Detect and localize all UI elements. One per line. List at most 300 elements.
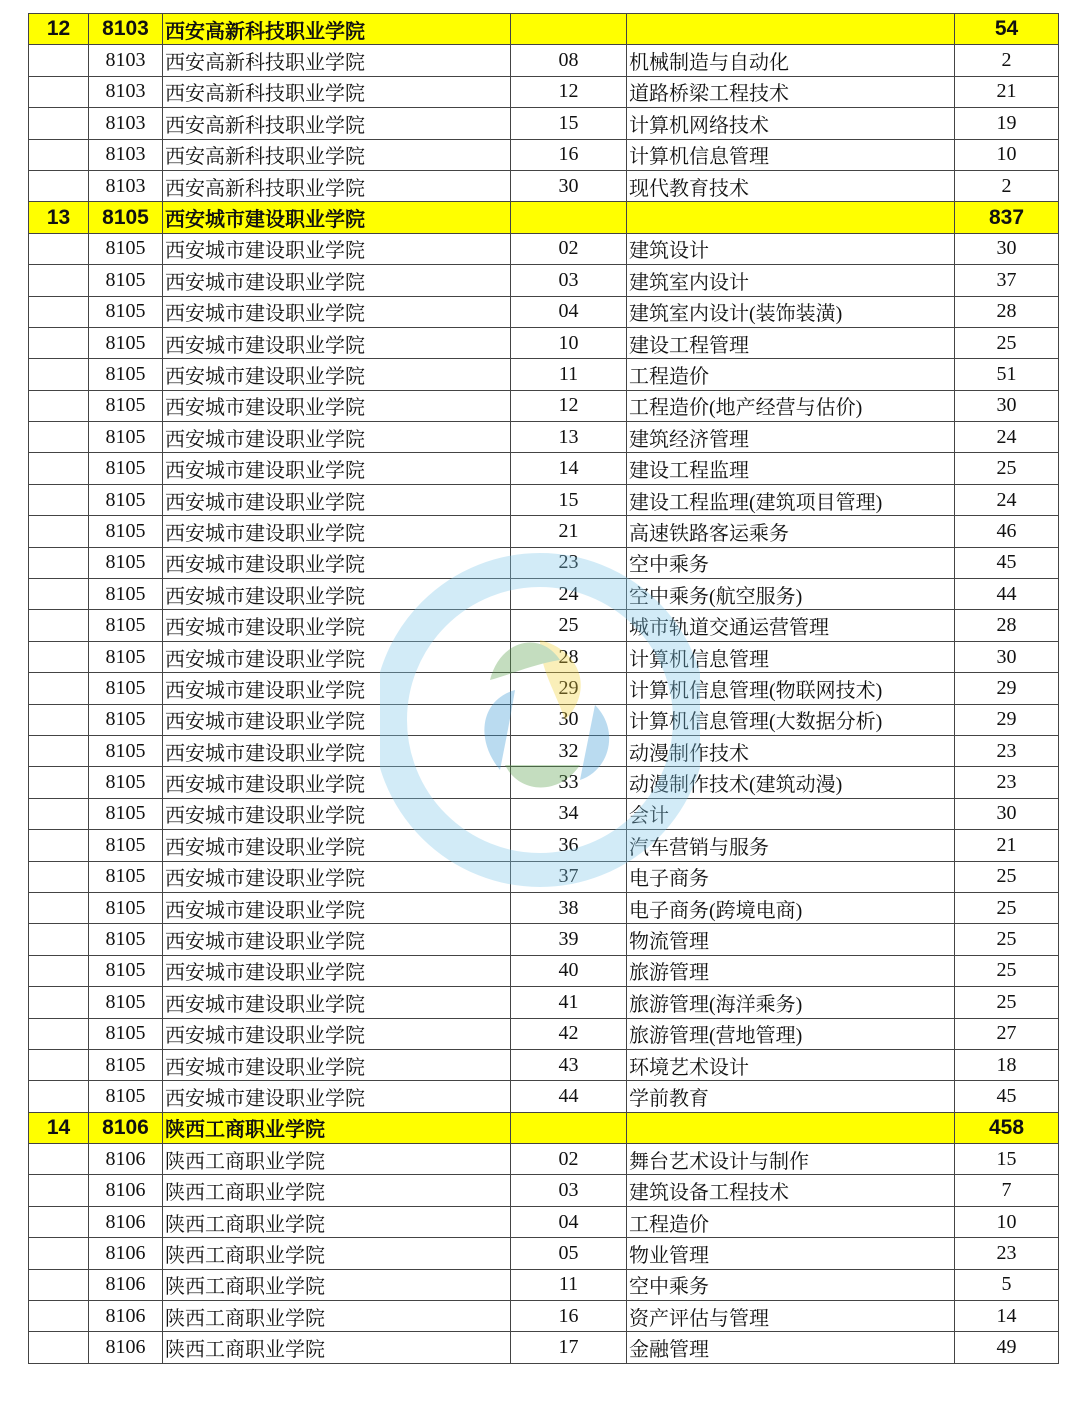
major-name-cell: 空中乘务(航空服务) <box>627 579 955 610</box>
table-row <box>29 641 1059 672</box>
plan-count-cell: 19 <box>955 108 1059 139</box>
seq-cell <box>29 1018 89 1049</box>
major-name-cell: 计算机信息管理 <box>627 139 955 170</box>
school-code-cell: 8105 <box>89 861 163 892</box>
seq-cell <box>29 579 89 610</box>
plan-count-cell: 15 <box>955 1144 1059 1175</box>
major-name-cell: 计算机信息管理(大数据分析) <box>627 704 955 735</box>
major-name-cell: 工程造价(地产经营与估价) <box>627 390 955 421</box>
major-name-cell: 建筑设备工程技术 <box>627 1175 955 1206</box>
school-code-cell: 8103 <box>89 170 163 201</box>
major-code-cell: 40 <box>511 955 627 986</box>
major-code-cell: 41 <box>511 987 627 1018</box>
table-row <box>29 547 1059 578</box>
major-code-cell: 44 <box>511 1081 627 1112</box>
school-code-cell: 8105 <box>89 610 163 641</box>
table-row <box>29 390 1059 421</box>
school-name-cell: 陕西工商职业学院 <box>163 1112 511 1143</box>
major-name-cell: 建筑经济管理 <box>627 422 955 453</box>
plan-count-cell: 37 <box>955 265 1059 296</box>
seq-cell <box>29 1081 89 1112</box>
seq-cell: 14 <box>29 1112 89 1143</box>
school-code-cell: 8103 <box>89 108 163 139</box>
school-name-cell: 西安城市建设职业学院 <box>163 861 511 892</box>
table-row <box>29 955 1059 986</box>
school-name-cell: 西安高新科技职业学院 <box>163 139 511 170</box>
table-row <box>29 484 1059 515</box>
school-code-cell: 8105 <box>89 1018 163 1049</box>
table-row <box>29 1175 1059 1206</box>
school-code-cell: 8103 <box>89 14 163 45</box>
school-code-cell: 8106 <box>89 1301 163 1332</box>
major-code-cell: 16 <box>511 139 627 170</box>
school-name-cell: 西安城市建设职业学院 <box>163 202 511 233</box>
school-code-cell: 8105 <box>89 390 163 421</box>
school-name-cell: 西安城市建设职业学院 <box>163 673 511 704</box>
seq-cell <box>29 139 89 170</box>
school-code-cell: 8106 <box>89 1144 163 1175</box>
table-row <box>29 579 1059 610</box>
school-code-cell: 8103 <box>89 76 163 107</box>
plan-count-cell: 29 <box>955 673 1059 704</box>
school-name-cell: 陕西工商职业学院 <box>163 1269 511 1300</box>
major-name-cell: 建设工程监理(建筑项目管理) <box>627 484 955 515</box>
table-row <box>29 296 1059 327</box>
plan-count-cell: 28 <box>955 610 1059 641</box>
major-name-cell <box>627 1112 955 1143</box>
major-name-cell: 动漫制作技术 <box>627 735 955 766</box>
school-name-cell: 西安城市建设职业学院 <box>163 1049 511 1080</box>
major-code-cell: 17 <box>511 1332 627 1363</box>
seq-cell <box>29 453 89 484</box>
school-name-cell: 陕西工商职业学院 <box>163 1175 511 1206</box>
major-code-cell: 21 <box>511 516 627 547</box>
seq-cell <box>29 359 89 390</box>
plan-count-cell: 30 <box>955 798 1059 829</box>
school-name-cell: 西安城市建设职业学院 <box>163 641 511 672</box>
seq-cell <box>29 735 89 766</box>
school-name-cell: 西安城市建设职业学院 <box>163 390 511 421</box>
table-row <box>29 673 1059 704</box>
major-name-cell: 空中乘务 <box>627 1269 955 1300</box>
table-row <box>29 830 1059 861</box>
table-row <box>29 1332 1059 1363</box>
school-code-cell: 8105 <box>89 1081 163 1112</box>
school-name-cell: 陕西工商职业学院 <box>163 1206 511 1237</box>
plan-count-cell: 25 <box>955 955 1059 986</box>
plan-count-cell: 23 <box>955 735 1059 766</box>
seq-cell <box>29 1049 89 1080</box>
table-row <box>29 453 1059 484</box>
major-code-cell: 33 <box>511 767 627 798</box>
major-code-cell: 10 <box>511 327 627 358</box>
school-name-cell: 西安城市建设职业学院 <box>163 735 511 766</box>
seq-cell <box>29 296 89 327</box>
seq-cell <box>29 516 89 547</box>
seq-cell <box>29 1175 89 1206</box>
plan-count-cell: 45 <box>955 1081 1059 1112</box>
plan-count-cell: 2 <box>955 45 1059 76</box>
major-name-cell: 会计 <box>627 798 955 829</box>
table-row <box>29 1301 1059 1332</box>
school-name-cell: 西安城市建设职业学院 <box>163 296 511 327</box>
seq-cell <box>29 390 89 421</box>
table-row <box>29 1018 1059 1049</box>
major-name-cell: 建设工程监理 <box>627 453 955 484</box>
major-code-cell: 15 <box>511 484 627 515</box>
plan-count-cell: 5 <box>955 1269 1059 1300</box>
table-row <box>29 45 1059 76</box>
school-summary-row <box>29 202 1059 233</box>
school-code-cell: 8105 <box>89 202 163 233</box>
enrollment-plan-table <box>28 13 1059 1364</box>
seq-cell <box>29 547 89 578</box>
school-code-cell: 8105 <box>89 1049 163 1080</box>
plan-count-cell: 25 <box>955 924 1059 955</box>
major-name-cell: 学前教育 <box>627 1081 955 1112</box>
school-code-cell: 8105 <box>89 830 163 861</box>
table-row <box>29 1081 1059 1112</box>
major-code-cell: 04 <box>511 296 627 327</box>
plan-count-cell: 18 <box>955 1049 1059 1080</box>
major-code-cell: 13 <box>511 422 627 453</box>
total-plan-cell: 458 <box>955 1112 1059 1143</box>
major-code-cell: 37 <box>511 861 627 892</box>
school-name-cell: 西安城市建设职业学院 <box>163 987 511 1018</box>
major-name-cell: 工程造价 <box>627 359 955 390</box>
table-row <box>29 516 1059 547</box>
major-code-cell: 38 <box>511 892 627 923</box>
school-name-cell: 西安城市建设职业学院 <box>163 924 511 955</box>
major-code-cell: 03 <box>511 1175 627 1206</box>
major-code-cell: 15 <box>511 108 627 139</box>
seq-cell <box>29 955 89 986</box>
table-row <box>29 108 1059 139</box>
table-row <box>29 610 1059 641</box>
school-name-cell: 西安城市建设职业学院 <box>163 955 511 986</box>
plan-count-cell: 44 <box>955 579 1059 610</box>
school-name-cell: 西安城市建设职业学院 <box>163 1018 511 1049</box>
school-code-cell: 8105 <box>89 735 163 766</box>
school-name-cell: 西安城市建设职业学院 <box>163 579 511 610</box>
major-code-cell: 02 <box>511 1144 627 1175</box>
seq-cell <box>29 673 89 704</box>
table-row <box>29 861 1059 892</box>
major-code-cell: 05 <box>511 1238 627 1269</box>
major-name-cell: 计算机信息管理(物联网技术) <box>627 673 955 704</box>
school-code-cell: 8105 <box>89 265 163 296</box>
plan-count-cell: 25 <box>955 861 1059 892</box>
major-code-cell: 12 <box>511 390 627 421</box>
major-code-cell: 36 <box>511 830 627 861</box>
plan-count-cell: 29 <box>955 704 1059 735</box>
table-row <box>29 359 1059 390</box>
major-name-cell: 舞台艺术设计与制作 <box>627 1144 955 1175</box>
school-code-cell: 8105 <box>89 233 163 264</box>
school-name-cell: 陕西工商职业学院 <box>163 1301 511 1332</box>
plan-count-cell: 23 <box>955 1238 1059 1269</box>
plan-count-cell: 51 <box>955 359 1059 390</box>
plan-count-cell: 28 <box>955 296 1059 327</box>
school-code-cell: 8105 <box>89 453 163 484</box>
table-row <box>29 170 1059 201</box>
table-row <box>29 767 1059 798</box>
seq-cell <box>29 45 89 76</box>
school-name-cell: 西安高新科技职业学院 <box>163 108 511 139</box>
table-row <box>29 987 1059 1018</box>
school-name-cell: 西安城市建设职业学院 <box>163 422 511 453</box>
seq-cell <box>29 1206 89 1237</box>
school-name-cell: 西安城市建设职业学院 <box>163 327 511 358</box>
school-name-cell: 陕西工商职业学院 <box>163 1332 511 1363</box>
seq-cell <box>29 1238 89 1269</box>
major-code-cell: 39 <box>511 924 627 955</box>
major-code-cell: 08 <box>511 45 627 76</box>
seq-cell <box>29 830 89 861</box>
major-code-cell: 24 <box>511 579 627 610</box>
school-code-cell: 8105 <box>89 422 163 453</box>
seq-cell <box>29 861 89 892</box>
seq-cell <box>29 265 89 296</box>
major-name-cell <box>627 202 955 233</box>
major-name-cell <box>627 14 955 45</box>
major-name-cell: 物流管理 <box>627 924 955 955</box>
seq-cell <box>29 767 89 798</box>
school-code-cell: 8105 <box>89 296 163 327</box>
table-row <box>29 1144 1059 1175</box>
major-code-cell: 23 <box>511 547 627 578</box>
school-name-cell: 西安城市建设职业学院 <box>163 265 511 296</box>
major-code-cell <box>511 202 627 233</box>
school-summary-row <box>29 1112 1059 1143</box>
major-name-cell: 旅游管理 <box>627 955 955 986</box>
major-code-cell: 16 <box>511 1301 627 1332</box>
major-code-cell: 11 <box>511 359 627 390</box>
school-code-cell: 8105 <box>89 892 163 923</box>
table-row <box>29 798 1059 829</box>
major-code-cell: 34 <box>511 798 627 829</box>
major-code-cell: 30 <box>511 170 627 201</box>
school-summary-row <box>29 14 1059 45</box>
school-name-cell: 西安城市建设职业学院 <box>163 767 511 798</box>
school-code-cell: 8106 <box>89 1206 163 1237</box>
school-code-cell: 8103 <box>89 139 163 170</box>
school-name-cell: 西安城市建设职业学院 <box>163 453 511 484</box>
total-plan-cell: 54 <box>955 14 1059 45</box>
plan-count-cell: 10 <box>955 1206 1059 1237</box>
seq-cell <box>29 1301 89 1332</box>
major-code-cell: 28 <box>511 641 627 672</box>
plan-count-cell: 45 <box>955 547 1059 578</box>
seq-cell: 12 <box>29 14 89 45</box>
plan-count-cell: 23 <box>955 767 1059 798</box>
major-name-cell: 汽车营销与服务 <box>627 830 955 861</box>
major-name-cell: 高速铁路客运乘务 <box>627 516 955 547</box>
school-name-cell: 西安城市建设职业学院 <box>163 704 511 735</box>
major-name-cell: 建设工程管理 <box>627 327 955 358</box>
table-row <box>29 1206 1059 1237</box>
school-code-cell: 8105 <box>89 767 163 798</box>
seq-cell <box>29 76 89 107</box>
school-code-cell: 8103 <box>89 45 163 76</box>
plan-count-cell: 10 <box>955 139 1059 170</box>
seq-cell <box>29 170 89 201</box>
table-row <box>29 1269 1059 1300</box>
seq-cell <box>29 798 89 829</box>
school-code-cell: 8106 <box>89 1269 163 1300</box>
school-code-cell: 8105 <box>89 955 163 986</box>
major-name-cell: 建筑室内设计 <box>627 265 955 296</box>
major-name-cell: 环境艺术设计 <box>627 1049 955 1080</box>
major-name-cell: 机械制造与自动化 <box>627 45 955 76</box>
seq-cell <box>29 1269 89 1300</box>
major-code-cell: 43 <box>511 1049 627 1080</box>
plan-count-cell: 25 <box>955 327 1059 358</box>
table-row <box>29 327 1059 358</box>
major-name-cell: 动漫制作技术(建筑动漫) <box>627 767 955 798</box>
table-row <box>29 1049 1059 1080</box>
major-code-cell: 11 <box>511 1269 627 1300</box>
seq-cell <box>29 1332 89 1363</box>
seq-cell <box>29 641 89 672</box>
school-code-cell: 8105 <box>89 327 163 358</box>
plan-count-cell: 21 <box>955 830 1059 861</box>
major-name-cell: 电子商务(跨境电商) <box>627 892 955 923</box>
school-code-cell: 8105 <box>89 924 163 955</box>
plan-count-cell: 25 <box>955 892 1059 923</box>
seq-cell <box>29 233 89 264</box>
major-name-cell: 电子商务 <box>627 861 955 892</box>
major-name-cell: 旅游管理(营地管理) <box>627 1018 955 1049</box>
major-name-cell: 资产评估与管理 <box>627 1301 955 1332</box>
plan-count-cell: 27 <box>955 1018 1059 1049</box>
school-name-cell: 西安城市建设职业学院 <box>163 233 511 264</box>
major-name-cell: 计算机信息管理 <box>627 641 955 672</box>
seq-cell <box>29 892 89 923</box>
school-code-cell: 8105 <box>89 673 163 704</box>
school-code-cell: 8105 <box>89 359 163 390</box>
table-row <box>29 265 1059 296</box>
major-code-cell: 25 <box>511 610 627 641</box>
major-code-cell: 42 <box>511 1018 627 1049</box>
table-row <box>29 735 1059 766</box>
major-code-cell <box>511 14 627 45</box>
table-row <box>29 422 1059 453</box>
school-name-cell: 西安城市建设职业学院 <box>163 798 511 829</box>
plan-count-cell: 46 <box>955 516 1059 547</box>
table-row <box>29 233 1059 264</box>
school-code-cell: 8106 <box>89 1112 163 1143</box>
major-name-cell: 金融管理 <box>627 1332 955 1363</box>
major-name-cell: 城市轨道交通运营管理 <box>627 610 955 641</box>
school-name-cell: 西安城市建设职业学院 <box>163 484 511 515</box>
school-name-cell: 西安高新科技职业学院 <box>163 76 511 107</box>
table-row <box>29 1238 1059 1269</box>
school-name-cell: 西安高新科技职业学院 <box>163 170 511 201</box>
table-body <box>29 14 1059 1364</box>
plan-count-cell: 30 <box>955 233 1059 264</box>
school-code-cell: 8105 <box>89 516 163 547</box>
major-name-cell: 建筑设计 <box>627 233 955 264</box>
school-code-cell: 8105 <box>89 579 163 610</box>
plan-count-cell: 14 <box>955 1301 1059 1332</box>
total-plan-cell: 837 <box>955 202 1059 233</box>
table-row <box>29 704 1059 735</box>
school-code-cell: 8106 <box>89 1332 163 1363</box>
table-row <box>29 139 1059 170</box>
plan-count-cell: 25 <box>955 987 1059 1018</box>
major-code-cell <box>511 1112 627 1143</box>
major-name-cell: 道路桥梁工程技术 <box>627 76 955 107</box>
seq-cell <box>29 610 89 641</box>
table-row <box>29 76 1059 107</box>
major-code-cell: 04 <box>511 1206 627 1237</box>
seq-cell <box>29 924 89 955</box>
plan-count-cell: 24 <box>955 422 1059 453</box>
school-code-cell: 8105 <box>89 641 163 672</box>
school-code-cell: 8105 <box>89 704 163 735</box>
seq-cell <box>29 704 89 735</box>
school-code-cell: 8105 <box>89 987 163 1018</box>
seq-cell: 13 <box>29 202 89 233</box>
school-name-cell: 西安城市建设职业学院 <box>163 892 511 923</box>
school-name-cell: 西安高新科技职业学院 <box>163 45 511 76</box>
seq-cell <box>29 1144 89 1175</box>
school-name-cell: 西安城市建设职业学院 <box>163 359 511 390</box>
school-name-cell: 西安城市建设职业学院 <box>163 516 511 547</box>
major-code-cell: 30 <box>511 704 627 735</box>
plan-count-cell: 49 <box>955 1332 1059 1363</box>
major-code-cell: 02 <box>511 233 627 264</box>
school-code-cell: 8106 <box>89 1238 163 1269</box>
major-name-cell: 建筑室内设计(装饰装潢) <box>627 296 955 327</box>
school-code-cell: 8105 <box>89 547 163 578</box>
seq-cell <box>29 422 89 453</box>
major-name-cell: 旅游管理(海洋乘务) <box>627 987 955 1018</box>
school-name-cell: 陕西工商职业学院 <box>163 1144 511 1175</box>
school-code-cell: 8106 <box>89 1175 163 1206</box>
plan-count-cell: 21 <box>955 76 1059 107</box>
major-name-cell: 工程造价 <box>627 1206 955 1237</box>
major-code-cell: 14 <box>511 453 627 484</box>
major-code-cell: 03 <box>511 265 627 296</box>
major-name-cell: 计算机网络技术 <box>627 108 955 139</box>
major-code-cell: 29 <box>511 673 627 704</box>
major-name-cell: 空中乘务 <box>627 547 955 578</box>
seq-cell <box>29 987 89 1018</box>
seq-cell <box>29 108 89 139</box>
plan-count-cell: 7 <box>955 1175 1059 1206</box>
major-name-cell: 物业管理 <box>627 1238 955 1269</box>
major-code-cell: 12 <box>511 76 627 107</box>
plan-count-cell: 24 <box>955 484 1059 515</box>
school-name-cell: 西安高新科技职业学院 <box>163 14 511 45</box>
seq-cell <box>29 327 89 358</box>
table-row <box>29 892 1059 923</box>
plan-count-cell: 2 <box>955 170 1059 201</box>
school-name-cell: 西安城市建设职业学院 <box>163 547 511 578</box>
plan-count-cell: 25 <box>955 453 1059 484</box>
plan-count-cell: 30 <box>955 390 1059 421</box>
major-name-cell: 现代教育技术 <box>627 170 955 201</box>
major-code-cell: 32 <box>511 735 627 766</box>
school-name-cell: 西安城市建设职业学院 <box>163 830 511 861</box>
school-code-cell: 8105 <box>89 484 163 515</box>
school-code-cell: 8105 <box>89 798 163 829</box>
school-name-cell: 西安城市建设职业学院 <box>163 1081 511 1112</box>
plan-count-cell: 30 <box>955 641 1059 672</box>
school-name-cell: 陕西工商职业学院 <box>163 1238 511 1269</box>
